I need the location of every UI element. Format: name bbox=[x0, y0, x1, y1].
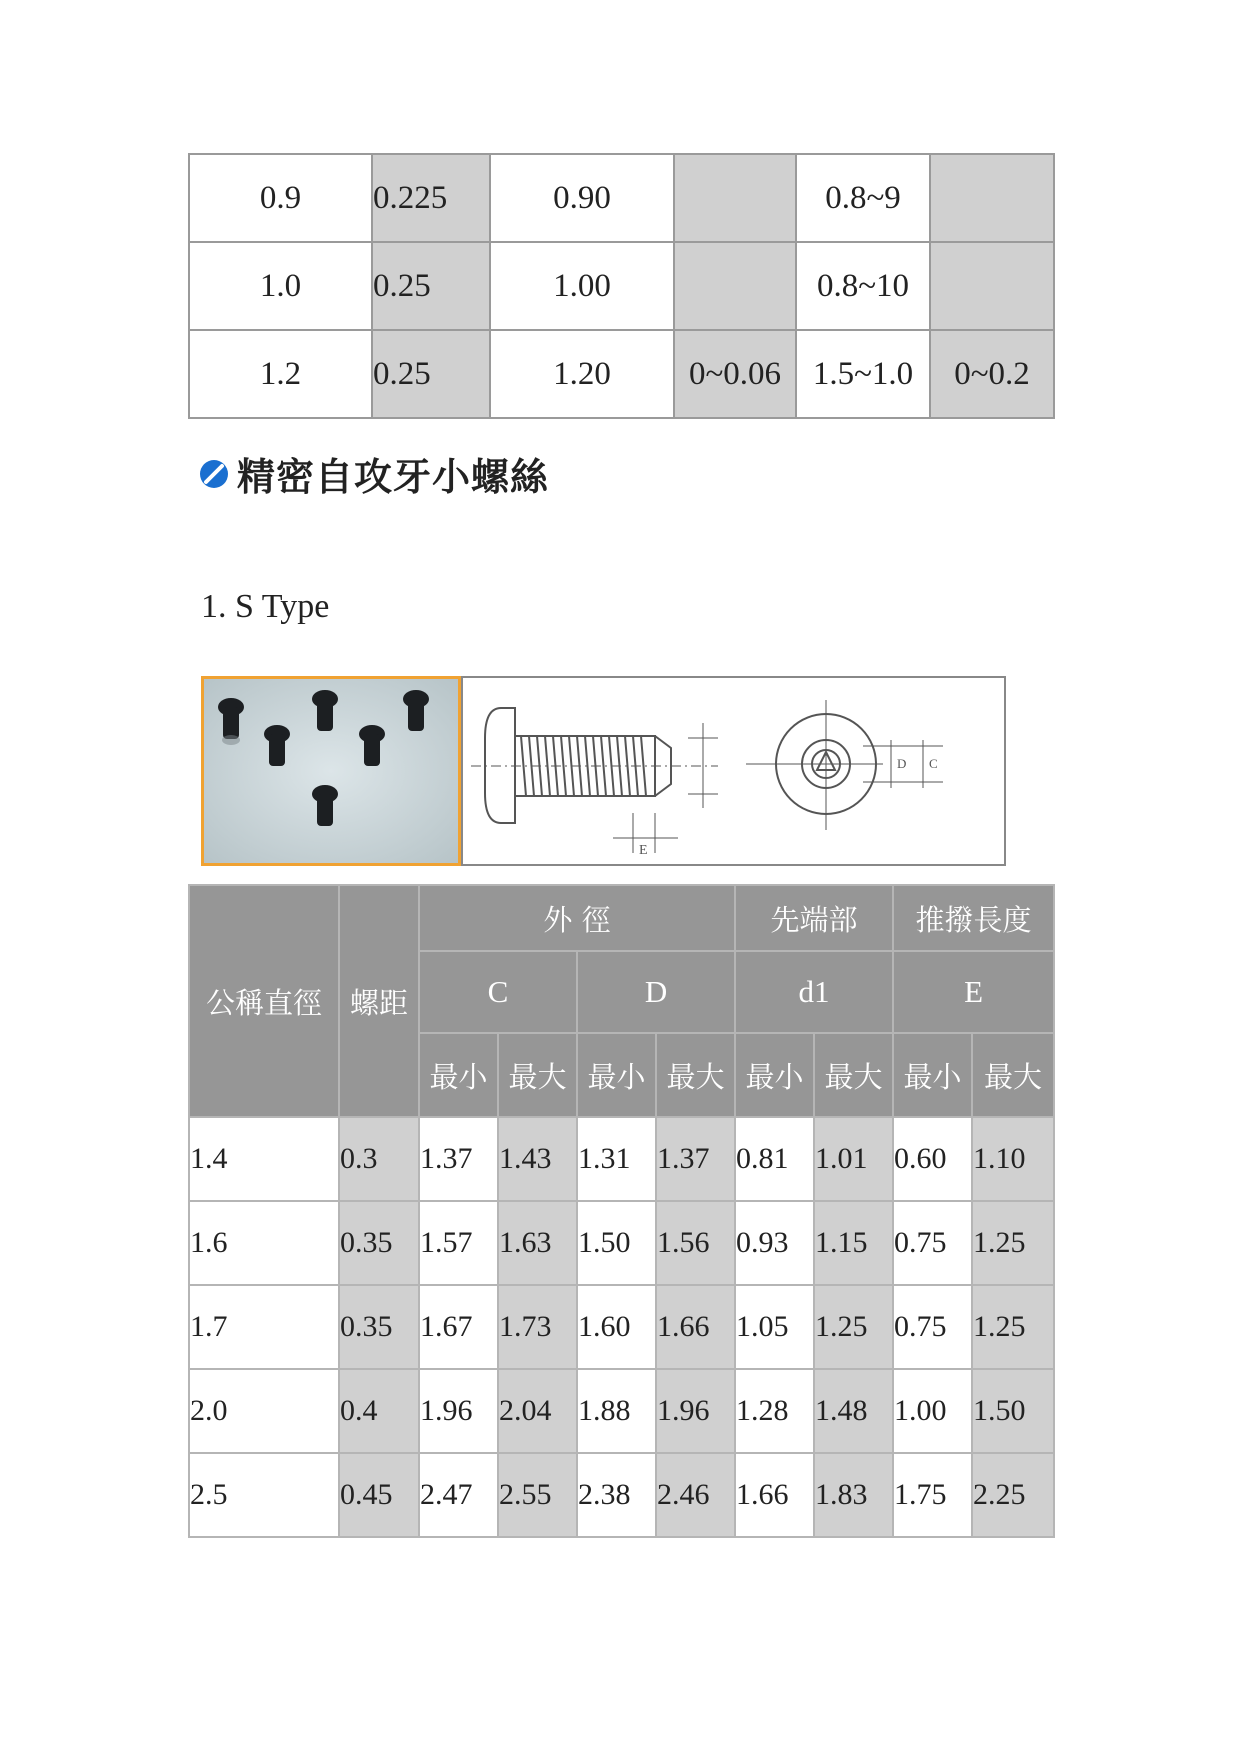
table-cell: 1.10 bbox=[972, 1117, 1054, 1201]
table-cell: 1.48 bbox=[814, 1369, 893, 1453]
table-cell: 2.04 bbox=[498, 1369, 577, 1453]
table-row bbox=[189, 1369, 1054, 1453]
header-push-length: 推撥長度 bbox=[893, 885, 1054, 951]
table-cell: 0.93 bbox=[735, 1201, 814, 1285]
section-title: 精密自攻牙小螺絲 bbox=[237, 455, 550, 499]
table-cell: 0.4 bbox=[339, 1369, 419, 1453]
table-cell: 1.43 bbox=[498, 1117, 577, 1201]
table-row bbox=[189, 1117, 1054, 1201]
table-cell: 1.67 bbox=[419, 1285, 498, 1369]
table-cell bbox=[674, 154, 796, 242]
drawing-label-c: C bbox=[929, 756, 938, 771]
table-cell: 1.37 bbox=[656, 1117, 735, 1201]
drawing-label-e: E bbox=[639, 843, 648, 858]
product-photo bbox=[201, 676, 461, 866]
subsection-title: 1. S Type bbox=[201, 588, 330, 625]
table-cell: 1.01 bbox=[814, 1117, 893, 1201]
table-cell: 0.8~10 bbox=[796, 242, 930, 330]
table-cell: 1.66 bbox=[735, 1453, 814, 1537]
table-row bbox=[189, 1453, 1054, 1537]
table-cell: 1.28 bbox=[735, 1369, 814, 1453]
table-header-row bbox=[189, 885, 1054, 951]
header-nominal-diameter: 公稱直徑 bbox=[189, 885, 339, 1117]
table-cell: 0~0.06 bbox=[674, 330, 796, 418]
table-cell: 2.25 bbox=[972, 1453, 1054, 1537]
table-cell bbox=[930, 242, 1054, 330]
table-cell: 1.7 bbox=[189, 1285, 339, 1369]
table-cell: 1.4 bbox=[189, 1117, 339, 1201]
table-row bbox=[189, 1201, 1054, 1285]
table-cell: 1.88 bbox=[577, 1369, 656, 1453]
table-cell: 2.5 bbox=[189, 1453, 339, 1537]
table-cell: 1.56 bbox=[656, 1201, 735, 1285]
table-cell: 2.47 bbox=[419, 1453, 498, 1537]
header-pitch: 螺距 bbox=[339, 885, 419, 1117]
header-d: D bbox=[577, 951, 735, 1033]
header-min: 最小 bbox=[893, 1033, 972, 1117]
header-max: 最大 bbox=[498, 1033, 577, 1117]
table-cell: 0.75 bbox=[893, 1285, 972, 1369]
spec-table-body bbox=[189, 1117, 1054, 1537]
table-cell: 0.90 bbox=[490, 154, 674, 242]
table-row bbox=[189, 242, 1054, 330]
table-row bbox=[189, 154, 1054, 242]
table-cell: 1.31 bbox=[577, 1117, 656, 1201]
header-min: 最小 bbox=[735, 1033, 814, 1117]
table-cell: 2.38 bbox=[577, 1453, 656, 1537]
table-cell: 1.2 bbox=[189, 330, 372, 418]
header-d1: d1 bbox=[735, 951, 893, 1033]
table-cell: 1.57 bbox=[419, 1201, 498, 1285]
table-cell: 1.15 bbox=[814, 1201, 893, 1285]
table-cell bbox=[930, 154, 1054, 242]
table-cell: 1.25 bbox=[972, 1285, 1054, 1369]
header-tip: 先端部 bbox=[735, 885, 893, 951]
table-cell: 1.83 bbox=[814, 1453, 893, 1537]
table-cell: 1.05 bbox=[735, 1285, 814, 1369]
blue-slash-bullet-icon bbox=[199, 459, 229, 489]
table-cell: 1.5~1.0 bbox=[796, 330, 930, 418]
header-e: E bbox=[893, 951, 1054, 1033]
table-cell: 2.0 bbox=[189, 1369, 339, 1453]
table-cell bbox=[674, 242, 796, 330]
table-cell: 1.00 bbox=[490, 242, 674, 330]
technical-drawing bbox=[461, 676, 1006, 866]
header-min: 最小 bbox=[577, 1033, 656, 1117]
table-row bbox=[189, 1285, 1054, 1369]
table-cell: 0.75 bbox=[893, 1201, 972, 1285]
table-cell: 1.66 bbox=[656, 1285, 735, 1369]
table-cell: 2.55 bbox=[498, 1453, 577, 1537]
table-cell: 0.25 bbox=[372, 330, 490, 418]
table-cell: 1.25 bbox=[972, 1201, 1054, 1285]
table-cell: 1.50 bbox=[577, 1201, 656, 1285]
table-cell: 1.63 bbox=[498, 1201, 577, 1285]
table-cell: 0.81 bbox=[735, 1117, 814, 1201]
table-cell: 1.6 bbox=[189, 1201, 339, 1285]
table-cell: 2.46 bbox=[656, 1453, 735, 1537]
table-cell: 1.37 bbox=[419, 1117, 498, 1201]
table-cell: 0.35 bbox=[339, 1285, 419, 1369]
table-cell: 1.96 bbox=[656, 1369, 735, 1453]
table-cell: 1.0 bbox=[189, 242, 372, 330]
table-cell: 1.20 bbox=[490, 330, 674, 418]
table-cell: 1.96 bbox=[419, 1369, 498, 1453]
table-cell: 0.35 bbox=[339, 1201, 419, 1285]
header-outer-diameter: 外 徑 bbox=[419, 885, 735, 951]
table-cell: 0.25 bbox=[372, 242, 490, 330]
header-min: 最小 bbox=[419, 1033, 498, 1117]
header-max: 最大 bbox=[972, 1033, 1054, 1117]
table-cell: 0.3 bbox=[339, 1117, 419, 1201]
table-cell: 0.9 bbox=[189, 154, 372, 242]
screw-dimension-drawing bbox=[463, 678, 1004, 864]
table-cell: 1.25 bbox=[814, 1285, 893, 1369]
table-cell: 0.225 bbox=[372, 154, 490, 242]
screws-photo-illustration bbox=[204, 679, 458, 863]
header-c: C bbox=[419, 951, 577, 1033]
table-row bbox=[189, 330, 1054, 418]
table-cell: 0.45 bbox=[339, 1453, 419, 1537]
table-cell: 1.60 bbox=[577, 1285, 656, 1369]
header-max: 最大 bbox=[814, 1033, 893, 1117]
header-max: 最大 bbox=[656, 1033, 735, 1117]
section-heading bbox=[199, 446, 549, 501]
table-cell: 0.8~9 bbox=[796, 154, 930, 242]
table-cell: 1.75 bbox=[893, 1453, 972, 1537]
table-cell: 0.60 bbox=[893, 1117, 972, 1201]
table-cell: 0~0.2 bbox=[930, 330, 1054, 418]
table-cell: 1.73 bbox=[498, 1285, 577, 1369]
s-type-spec-table bbox=[188, 884, 1055, 1538]
table-cell: 1.00 bbox=[893, 1369, 972, 1453]
drawing-label-d: D bbox=[897, 756, 907, 771]
table-cell: 1.50 bbox=[972, 1369, 1054, 1453]
top-dimension-table bbox=[188, 153, 1055, 419]
